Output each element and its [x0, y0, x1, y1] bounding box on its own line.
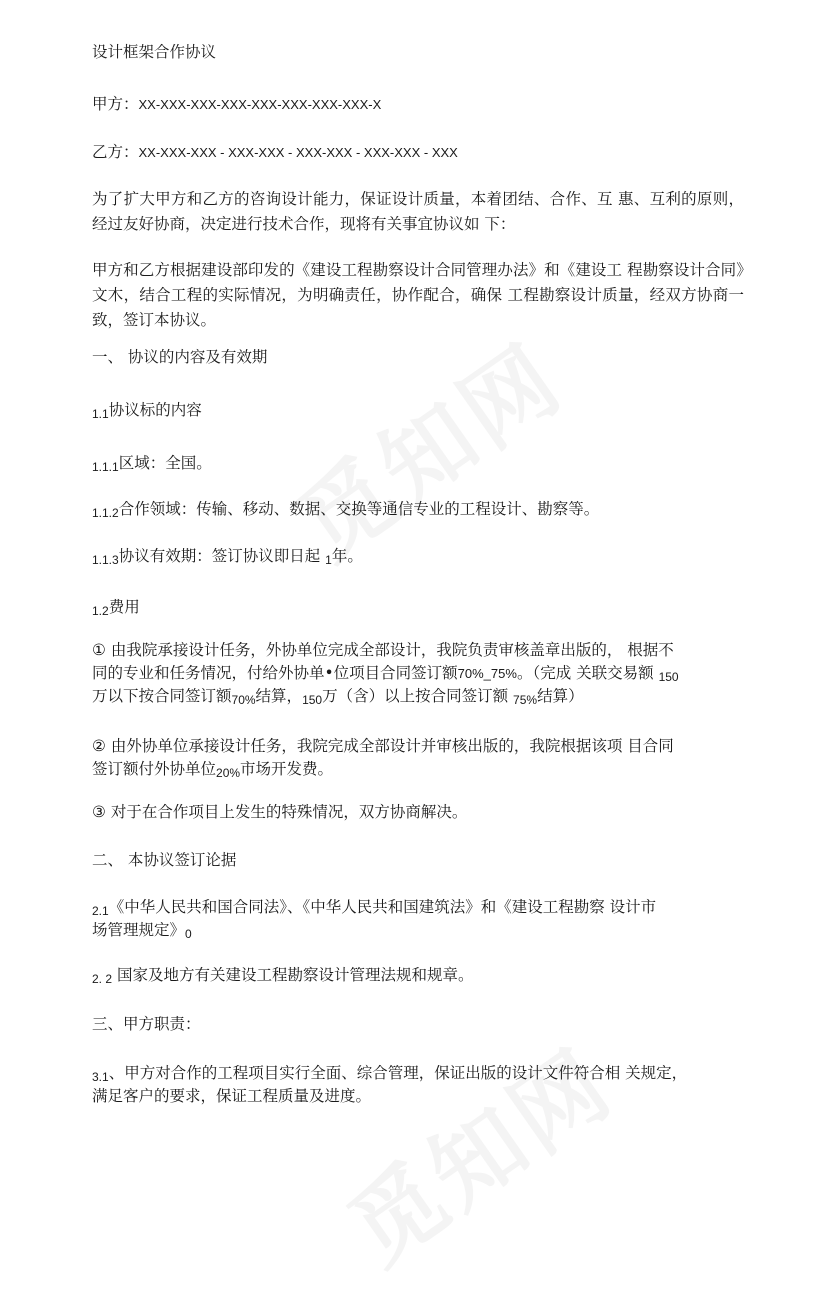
clause-text: 国家及地方有关建设工程勘察设计管理法规和规章。 — [116, 966, 474, 984]
party-b-value: XX-XXX-XXX - XXX-XXX - XXX-XXX - XXX-XXX - XXX — [138, 145, 458, 160]
item-marker: ① — [92, 641, 106, 659]
clause-number: 1.2 — [92, 604, 109, 618]
party-a-value: XX-XXX-XXX-XXX-XXX-XXX-XXX-XXX-X — [138, 97, 382, 112]
clause-text: 区域：全国。 — [118, 454, 212, 472]
document-title: 设计框架合作协议 — [92, 43, 217, 61]
item-text: 结算， — [255, 687, 303, 705]
fee-item-1-line-3 — [92, 684, 752, 713]
clause-text: 协议有效期：签订协议即日起 — [118, 547, 321, 565]
clause-3-1-line-2: 满足客户的要求，保证工程质量及进度。 — [92, 1087, 372, 1105]
fee-item-3 — [92, 800, 752, 825]
section-2-heading: 二、 本协议签订论据 — [92, 851, 237, 869]
clause-text: 协议标的内容 — [108, 401, 202, 419]
item-text: 由外协单位承接设计任务，我院完成全部设计并审核出版的，我院根据该项 目合同 — [110, 737, 674, 755]
party-a-label: 甲方： — [92, 95, 139, 113]
fee-item-2-line-1 — [92, 734, 752, 759]
item-marker: ② — [92, 737, 106, 755]
clause-text: 年。 — [331, 547, 363, 565]
clause-number: 1.1.2 — [92, 506, 119, 520]
intro-paragraph-2: 甲方和乙方根据建设部印发的《建设工程勘察设计合同管理办法》和《建设工 程勘察设计合同》文木，结合工程的实际情况，为明确责任，协作配合，确保 工程勘察设计质量，经双方协商一致，签订本协议。 — [92, 261, 744, 329]
item-text: 同的专业和任务情况，付给外协单•位项目合同签订额 — [92, 664, 458, 682]
item-number: 150 — [302, 693, 323, 707]
clause-1-2 — [92, 595, 752, 624]
item-text: 万（含）以上按合同签订额 — [322, 687, 509, 705]
party-a-line — [92, 92, 752, 117]
clause-2-1-line-2 — [92, 918, 752, 947]
item-percent: 75% — [513, 693, 538, 707]
party-b-label: 乙方： — [92, 143, 139, 161]
clause-text: 、甲方对合作的工程项目实行全面、综合管理，保证出版的设计文件符合相 关规定， — [108, 1064, 688, 1082]
item-percent: 70%_75% — [457, 666, 517, 681]
clause-text: 《中华人民共和国合同法》、《中华人民共和国建筑法》和《建设工程勘察 设计市 — [108, 898, 657, 916]
item-text: 对于在合作项目上发生的特殊情况，双方协商解决。 — [110, 803, 468, 821]
item-number: 150 — [658, 670, 679, 684]
item-text: 由我院承接设计任务，外协单位完成全部设计，我院负责审核盖章出版的， 根据不 — [110, 641, 674, 659]
item-percent: 20% — [216, 766, 241, 780]
clause-inline-number: 1 — [325, 553, 332, 567]
item-text: 。（完成 关联交易额 — [516, 664, 654, 682]
item-marker: ③ — [92, 803, 106, 821]
item-text: 万以下按合同签订额 — [92, 687, 232, 705]
party-b-line — [92, 140, 752, 165]
clause-number: 2.1 — [92, 904, 109, 918]
clause-number: 3.1 — [92, 1070, 109, 1084]
clause-text: 费用 — [108, 598, 140, 616]
item-percent: 70% — [231, 693, 256, 707]
section-3-heading: 三、甲方职责： — [92, 1015, 201, 1033]
clause-1-1-3 — [92, 544, 752, 573]
clause-number: 1.1.1 — [92, 460, 119, 474]
item-text: 签订额付外协单位 — [92, 760, 217, 778]
fee-item-2-line-2 — [92, 757, 752, 786]
clause-1-1-2 — [92, 497, 752, 526]
clause-number: 1.1.3 — [92, 553, 119, 567]
item-text: 市场开发费。 — [240, 760, 334, 778]
clause-2-2 — [92, 963, 752, 992]
clause-text: 合作领域：传输、移动、数据、交换等通信专业的工程设计、勘察等。 — [118, 500, 600, 518]
clause-text: 场管理规定》 — [92, 921, 186, 939]
intro-paragraph-1: 为了扩大甲方和乙方的咨询设计能力，保证设计质量，本着团结、合作、互 惠、互利的原则，经过友好协商，决定进行技术合作，现将有关事宜协议如 下： — [92, 190, 744, 233]
clause-number: 1.1 — [92, 407, 109, 421]
section-1-heading: 一、 协议的内容及有效期 — [92, 348, 268, 366]
clause-1-1 — [92, 398, 752, 427]
clause-inline-number: 0 — [185, 927, 192, 941]
clause-number: 2. 2 — [92, 972, 113, 986]
item-text: 结算） — [537, 687, 584, 705]
watermark — [319, 1013, 636, 1289]
fee-item-1-line-1 — [92, 638, 752, 663]
clause-1-1-1 — [92, 451, 752, 480]
